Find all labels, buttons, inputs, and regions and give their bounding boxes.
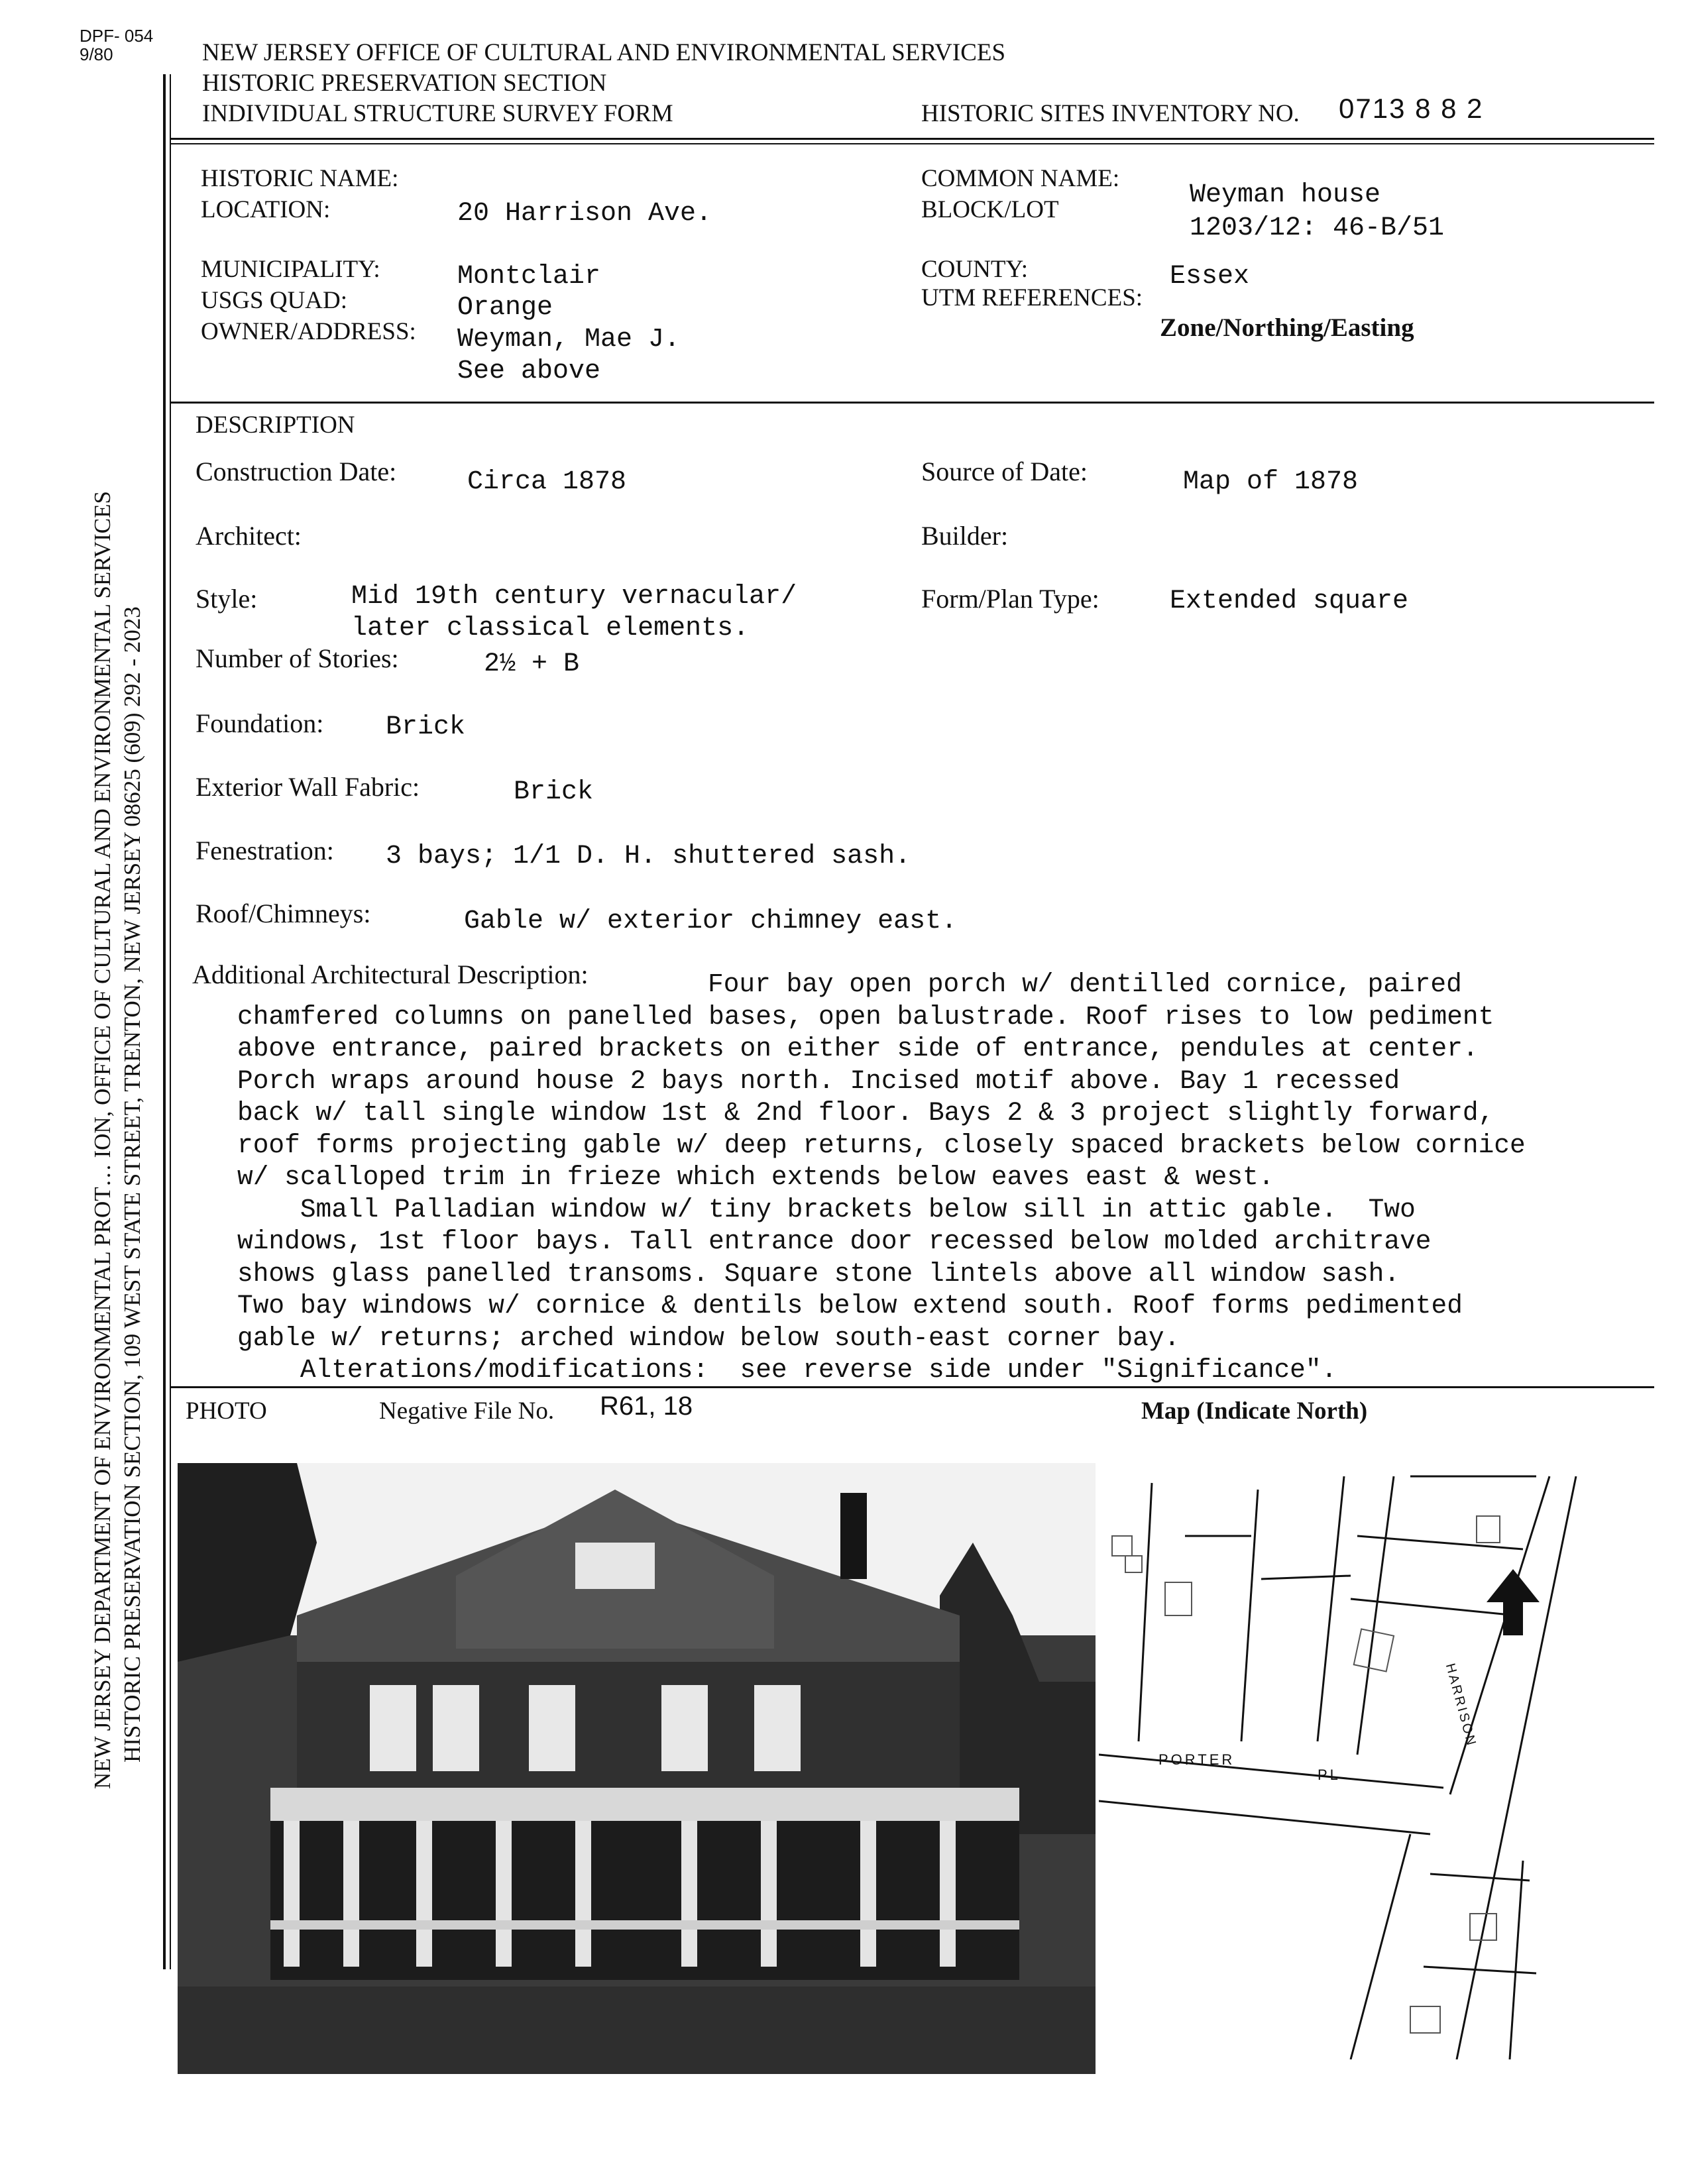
form-code	[80, 27, 153, 64]
description-line: roof forms projecting gable w/ deep returns, closely spaced brackets below cornice	[237, 1130, 1526, 1160]
wall-fabric-value: Brick	[514, 777, 594, 807]
county-value: Essex	[1170, 262, 1250, 292]
house-photo-illustration	[178, 1463, 1096, 2074]
municipality-label: MUNICIPALITY:	[201, 256, 380, 283]
municipality-value: Montclair	[457, 262, 601, 292]
owner-value: Weyman, Mae J.	[457, 325, 681, 355]
map-street-harrison: HARRISON	[1442, 1662, 1479, 1749]
location-value: 20 Harrison Ave.	[457, 199, 712, 229]
left-frame-line	[163, 74, 166, 1969]
map-street-place: PL	[1318, 1767, 1341, 1783]
description-line: Two bay windows w/ cornice & dentils below extend south. Roof forms pedimented	[237, 1291, 1463, 1321]
negative-file-value: R61, 18	[600, 1392, 693, 1421]
sidebar-address: HISTORIC PRESERVATION SECTION, 109 WEST STATE STREET, TRENTON, NEW JERSEY 08625 (609) 292 - 2023	[119, 606, 145, 1763]
description-line: shows glass panelled transoms. Square stone lintels above all window sash.	[237, 1258, 1400, 1289]
location-label: LOCATION:	[201, 196, 331, 223]
negative-file-label: Negative File No.	[379, 1397, 555, 1425]
roof-chimneys-value: Gable w/ exterior chimney east.	[464, 906, 958, 936]
header-rule-double	[170, 143, 1654, 144]
fenestration-value: 3 bays; 1/1 D. H. shuttered sash.	[386, 842, 911, 871]
fenestration-label: Fenestration:	[196, 836, 334, 865]
header-rule	[170, 138, 1654, 140]
county-label: COUNTY:	[921, 256, 1029, 283]
common-name-value: Weyman house	[1190, 180, 1381, 210]
map-label: Map (Indicate North)	[1141, 1397, 1368, 1425]
source-of-date-label: Source of Date:	[921, 457, 1088, 486]
block-lot-label: BLOCK/LOT	[921, 196, 1059, 223]
section-title: HISTORIC PRESERVATION SECTION	[202, 70, 607, 97]
construction-date-value: Circa 1878	[467, 467, 627, 497]
usgs-quad-label: USGS QUAD:	[201, 287, 348, 314]
owner-address-value: See above	[457, 356, 601, 386]
historic-name-label: HISTORIC NAME:	[201, 165, 399, 192]
description-line: Small Palladian window w/ tiny brackets below sill in attic gable. Two	[237, 1194, 1416, 1225]
usgs-quad-value: Orange	[457, 293, 553, 323]
description-line: gable w/ returns; arched window below south-east corner bay.	[237, 1323, 1180, 1353]
style-value-line1: Mid 19th century vernacular/	[351, 582, 797, 612]
foundation-label: Foundation:	[196, 708, 324, 738]
stories-label: Number of Stories:	[196, 643, 399, 673]
form-code-date: 9/80	[80, 44, 113, 64]
common-name-label: COMMON NAME:	[921, 165, 1120, 192]
photo-label: PHOTO	[186, 1397, 267, 1425]
description-line: Alterations/modifications: see reverse side under "Significance".	[237, 1355, 1337, 1385]
inventory-label: HISTORIC SITES INVENTORY NO.	[921, 100, 1300, 127]
description-line: above entrance, paired brackets on either side of entrance, pendules at center.	[237, 1034, 1479, 1064]
roof-chimneys-label: Roof/Chimneys:	[196, 899, 371, 928]
form-plan-value: Extended square	[1170, 586, 1409, 616]
wall-fabric-label: Exterior Wall Fabric:	[196, 772, 420, 802]
utm-label: UTM REFERENCES:	[921, 284, 1143, 311]
description-heading: DESCRIPTION	[196, 411, 355, 439]
location-map	[1099, 1463, 1603, 2059]
form-title: INDIVIDUAL STRUCTURE SURVEY FORM	[202, 100, 673, 127]
form-plan-label: Form/Plan Type:	[921, 584, 1099, 614]
map-street-porter: PORTER	[1158, 1751, 1235, 1768]
architect-label: Architect:	[196, 521, 302, 551]
source-of-date-value: Map of 1878	[1183, 467, 1359, 497]
block-lot-value: 1203/12: 46-B/51	[1190, 213, 1445, 243]
builder-label: Builder:	[921, 521, 1009, 551]
foundation-value: Brick	[386, 712, 466, 742]
description-line: chamfered columns on panelled bases, open balustrade. Roof rises to low pediment	[237, 1001, 1494, 1032]
description-line: windows, 1st floor bays. Tall entrance door recessed below molded architrave	[237, 1227, 1432, 1256]
style-value-line2: later classical elements.	[351, 614, 750, 643]
description-line: back w/ tall single window 1st & 2nd floor. Bays 2 & 3 project slightly forward,	[237, 1098, 1494, 1128]
style-label: Style:	[196, 584, 258, 614]
description-rule	[170, 402, 1654, 404]
inventory-value: 0713 8 8 2	[1339, 93, 1484, 124]
owner-label: OWNER/ADDRESS:	[201, 318, 416, 345]
construction-date-label: Construction Date:	[196, 457, 397, 486]
sidebar-department: NEW JERSEY DEPARTMENT OF ENVIRONMENTAL PROT… ION, OFFICE OF CULTURAL AND ENVIRONMENTAL SERVICES	[89, 491, 115, 1789]
additional-description	[192, 969, 1597, 1387]
agency-title: NEW JERSEY OFFICE OF CULTURAL AND ENVIRONMENTAL SERVICES	[202, 39, 1006, 66]
description-line: w/ scalloped trim in frieze which extends below eaves east & west.	[237, 1162, 1274, 1192]
house-photo	[178, 1463, 1096, 2074]
description-line: Four bay open porch w/ dentilled cornice, paired	[708, 969, 1462, 999]
north-arrow-icon	[1487, 1569, 1540, 1635]
stories-value: 2½ + B	[484, 649, 580, 679]
left-frame-line-inner	[170, 74, 171, 1969]
description-line: Porch wraps around house 2 bays north. Incised motif above. Bay 1 recessed	[237, 1065, 1400, 1096]
utm-value: Zone/Northing/Easting	[1160, 313, 1414, 342]
form-code-number: DPF- 054	[80, 26, 154, 46]
additional-description-label: Additional Architectural Description:	[192, 959, 589, 989]
